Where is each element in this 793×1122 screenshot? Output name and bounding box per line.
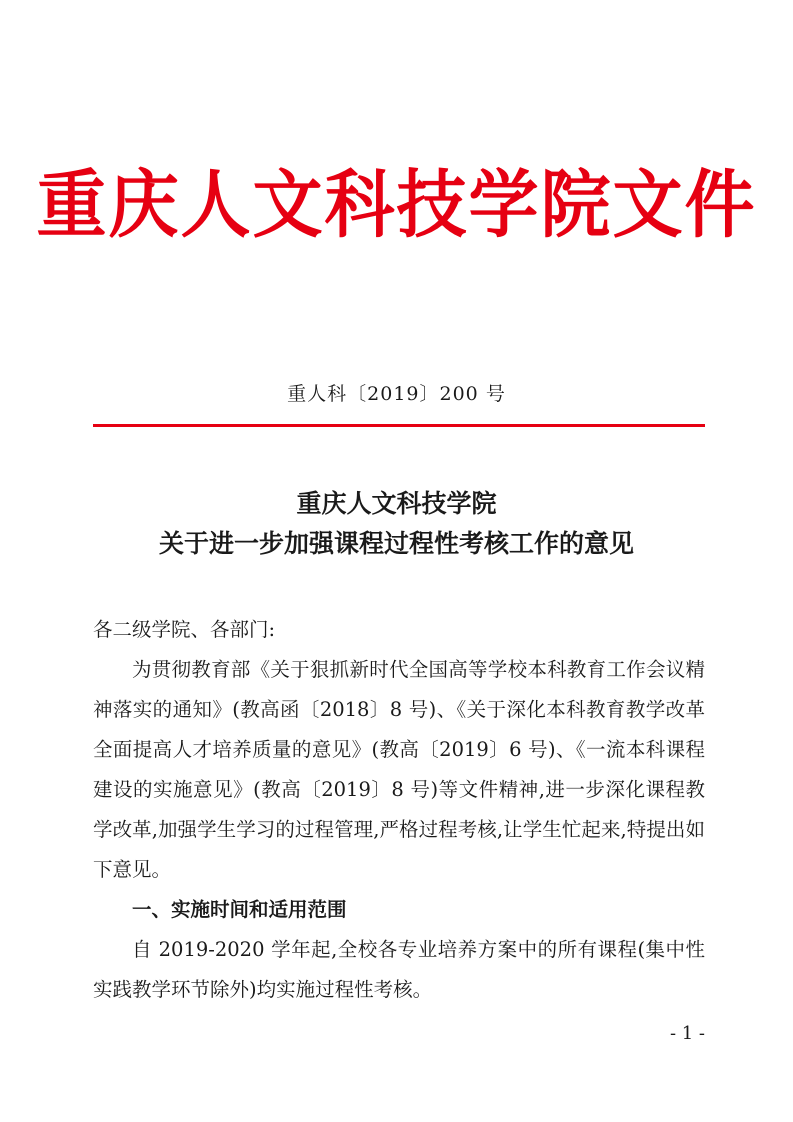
title-line-1: 重庆人文科技学院 [296,489,497,518]
masthead-title: 重庆人文科技学院文件 [36,161,757,249]
paragraph-1: 为贯彻教育部《关于狠抓新时代全国高等学校本科教育工作会议精神落实的通知》(教高函〔2018〕8 号)、《关于深化本科教育教学改革全面提高人才培养质量的意见》(教高〔2019〕6 号)、《一流本科课程建设的实施意见》(教高〔2019〕8 号)等文件精神,进一步深化课程教学改革,加强学生学习的过程管理,严格过程考核,让学生忙起来,特提出如下意见。 [93,658,705,881]
title-line-2: 关于进一步加强课程过程性考核工作的意见 [158,529,634,558]
document-title [0,484,793,564]
page-number: - 1 - [669,1023,705,1044]
red-divider-line [93,424,705,427]
section-1-heading: 一、实施时间和适用范围 [132,898,347,921]
salutation: 各二级学院、各部门: [93,618,276,641]
paragraph-2: 自 2019-2020 学年起,全校各专业培养方案中的所有课程(集中性实践教学环节除外)均实施过程性考核。 [93,938,705,1001]
document-body [93,610,705,1010]
document-number: 重人科〔2019〕200 号 [287,383,506,405]
